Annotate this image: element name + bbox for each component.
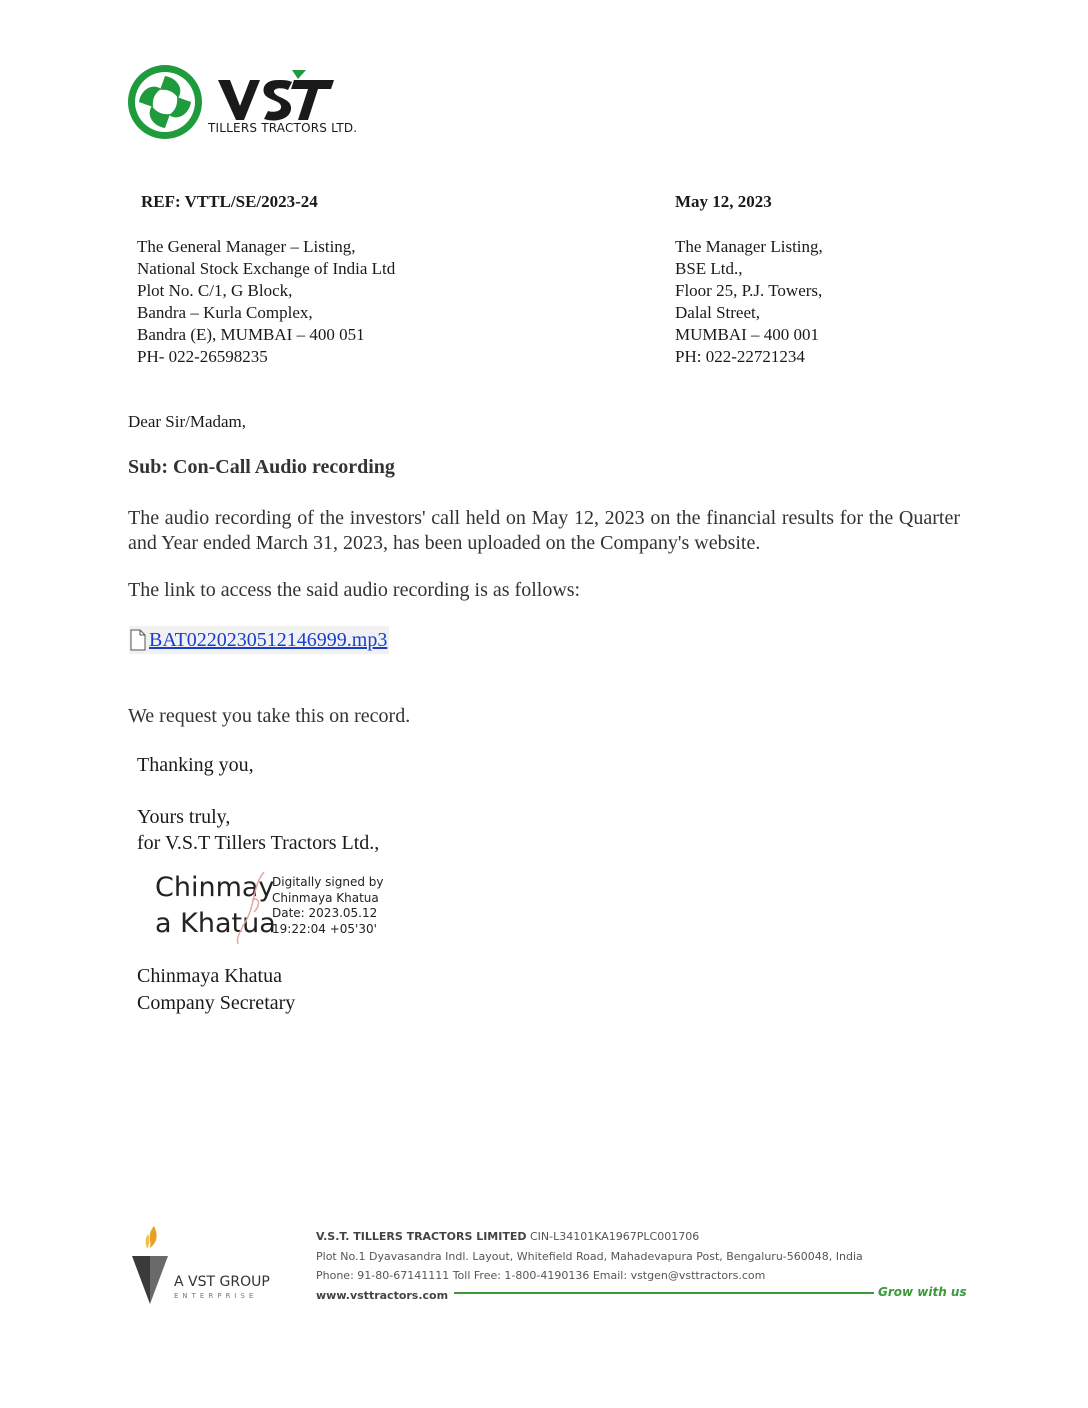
signature-name-line: a Khatua xyxy=(155,908,276,939)
audio-recording-link[interactable]: BAT0220230512146999.mp3 xyxy=(149,628,388,651)
address-line: MUMBAI – 400 001 xyxy=(675,325,820,344)
audio-attachment[interactable] xyxy=(129,626,389,654)
address-line: Bandra – Kurla Complex, xyxy=(137,303,313,322)
letter-date: May 12, 2023 xyxy=(675,192,772,211)
footer-address: Plot No.1 Dyavasandra Indl. Layout, Whitefield Road, Mahadevapura Post, Bengaluru-560048, India xyxy=(316,1249,863,1263)
digital-signature-details xyxy=(272,875,384,937)
recipient-address-bse xyxy=(675,236,823,368)
footer-website[interactable]: www.vsttractors.com xyxy=(316,1288,449,1302)
closing-thanks: Thanking you, xyxy=(137,754,254,776)
footer-divider xyxy=(454,1292,874,1294)
footer-tagline: Grow with us xyxy=(878,1285,967,1299)
group-logo-text: A VST GROUP xyxy=(174,1274,270,1290)
address-line: The General Manager – Listing, xyxy=(137,237,356,256)
footer-contact: Phone: 91-80-67141111 Toll Free: 1-800-4190136 Email: vstgen@vsttractors.com xyxy=(316,1269,766,1282)
address-line: PH- 022-26598235 xyxy=(137,347,268,366)
closing-yours: Yours truly, xyxy=(137,806,231,828)
signature-detail-line: 19:22:04 +05'30' xyxy=(272,921,377,936)
signature-detail-line: Digitally signed by xyxy=(272,875,384,889)
address-line: Bandra (E), MUMBAI – 400 051 xyxy=(137,325,365,344)
signer-name: Chinmaya Khatua xyxy=(137,965,282,987)
address-line: PH: 022-22721234 xyxy=(675,347,805,366)
company-subtitle: TILLERS TRACTORS LTD. xyxy=(208,121,358,135)
signer-block xyxy=(137,963,295,1017)
address-line: BSE Ltd., xyxy=(675,259,743,278)
signature-detail-line: Chinmaya Khatua xyxy=(272,890,379,905)
address-line: National Stock Exchange of India Ltd xyxy=(137,259,396,278)
reference-number: REF: VTTL/SE/2023-24 xyxy=(141,192,318,211)
address-line: Plot No. C/1, G Block, xyxy=(137,281,293,300)
file-icon xyxy=(129,629,147,651)
closing-block xyxy=(137,804,379,856)
body-paragraph: The link to access the said audio recording is as follows: xyxy=(128,579,581,601)
address-line: Dalal Street, xyxy=(675,303,760,322)
body-paragraph: We request you take this on record. xyxy=(128,705,411,727)
salutation: Dear Sir/Madam, xyxy=(128,412,247,431)
group-logo-subtext: ENTERPRISE xyxy=(174,1292,258,1300)
recipient-address-nse xyxy=(137,236,395,368)
closing-company: for V.S.T Tillers Tractors Ltd., xyxy=(137,832,380,854)
address-line: The Manager Listing, xyxy=(675,237,823,256)
footer-company-line xyxy=(316,1227,863,1247)
footer-company: V.S.T. TILLERS TRACTORS LIMITED xyxy=(316,1230,527,1243)
subject-line: Sub: Con-Call Audio recording xyxy=(128,456,395,478)
signature-name-line: Chinmay xyxy=(155,872,275,903)
signature-detail-line: Date: 2023.05.12 xyxy=(272,906,378,920)
body-paragraph: The audio recording of the investors' call held on May 12, 2023 on the financial results for the Quarter and Year ended March 31, 2023, has been uploaded on the Company's website. xyxy=(128,507,960,554)
vst-group-logo xyxy=(128,1222,298,1312)
signer-title: Company Secretary xyxy=(137,992,296,1014)
signature-scribble xyxy=(222,866,272,948)
address-line: Floor 25, P.J. Towers, xyxy=(675,281,823,300)
footer-cin: CIN-L34101KA1967PLC001706 xyxy=(530,1230,700,1243)
